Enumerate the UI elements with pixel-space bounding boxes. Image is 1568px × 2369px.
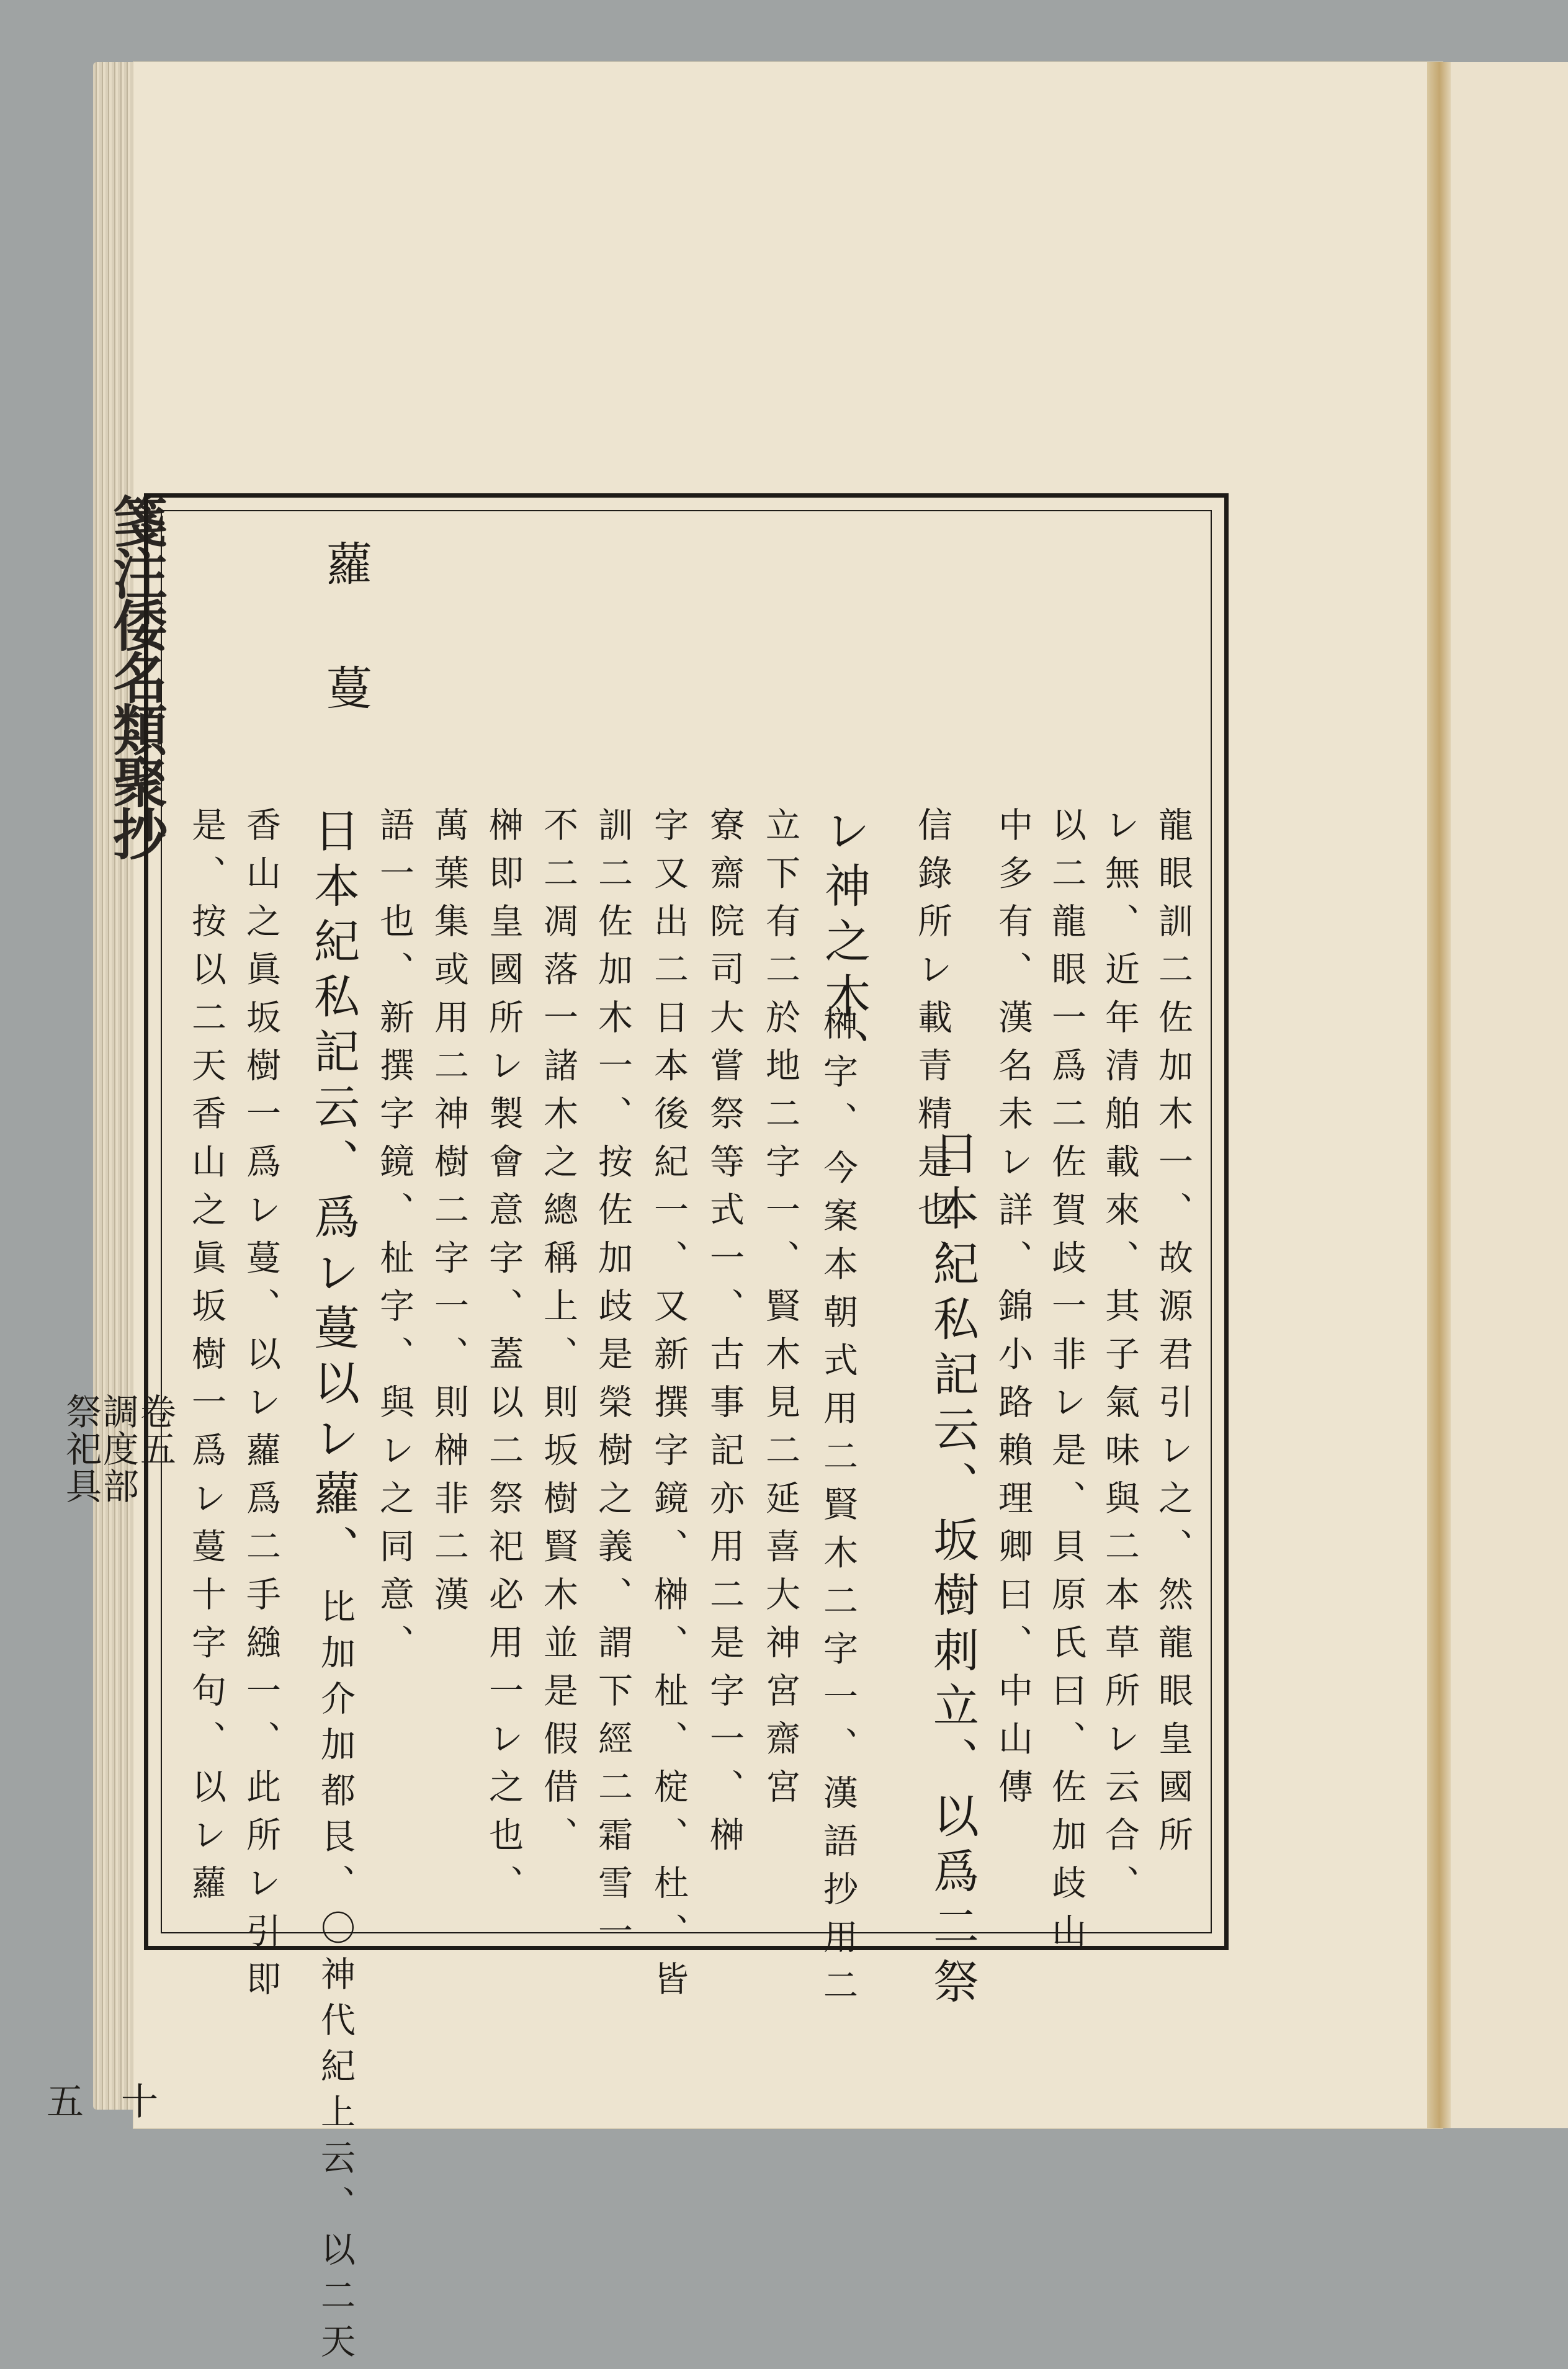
text-column: 語一也、新撰字鏡、杫字、與レ之同意、: [374, 807, 414, 1672]
text-column-large: 日本紀私記云、爲レ蔓以レ蘿、: [307, 807, 360, 1580]
text-column: 中多有、漢名未レ詳、錦小路賴理卿曰、中山傳: [993, 807, 1033, 1817]
page-number: 十五: [40, 2082, 158, 2119]
text-column: 信錄所レ載青精是也、: [912, 807, 952, 1288]
text-column: 龍眼訓二佐加木一、故源君引レ之、然龍眼皇國所: [1153, 807, 1193, 1865]
text-column: 萬葉集或用二神樹二字一、則榊非二漢: [429, 807, 469, 1624]
text-column: 榊即皇國所レ製會意字、蓋以二祭祀必用一レ之也、: [483, 807, 524, 1913]
text-column: レ無、近年清舶載來、其子氣味與二本草所レ云合、: [1100, 807, 1140, 1913]
text-column: 比加介加都艮、〇神代紀上云、以二天: [315, 1588, 356, 2369]
text-column: 香山之眞坂樹一爲レ蔓、以レ蘿爲二手繈一、此所レ引即: [241, 807, 281, 2009]
text-column: 訓二佐加木一、按佐加歧是榮樹之義、謂下經二霜雪一: [593, 807, 633, 1961]
text-column: 榊字、今案本朝式用二賢木二字一、漢語抄用二: [818, 1005, 858, 2015]
text-column-large: レ神之木、: [817, 807, 871, 1083]
text-column: 是、按以二天香山之眞坂樹一爲レ蔓十字句、以レ蘿: [186, 807, 226, 1913]
book-gutter: [1427, 62, 1452, 2128]
volume-label: 卷五: [134, 1393, 176, 1467]
text-column: 不二凋落一諸木之總稱上、則坂樹賢木並是假借、: [538, 807, 578, 1865]
text-column: 寮齋院司大嘗祭等式一、古事記亦用二是字一、榊: [704, 807, 745, 1865]
book-title: 箋注倭名類聚抄: [104, 493, 169, 858]
section-label: 調度部: [97, 1393, 139, 1505]
text-column: 字又出二日本後紀一、又新撰字鏡、榊、杫、椗、杜、皆: [648, 807, 689, 2009]
facing-page: [1451, 62, 1568, 2128]
text-column: 立下有二於地二字一、賢木見二延喜大神宮齋宮: [760, 807, 800, 1817]
text-column-large: 日本紀私記云、坂樹刺立、以爲二祭: [926, 1129, 979, 2013]
subsection-label: 祭祀具: [60, 1393, 102, 1505]
entry-heading: 蘿 蔓: [319, 540, 372, 722]
text-column: 以二龍眼一爲二佐賀歧一非レ是、貝原氏曰、佐加歧山: [1046, 807, 1086, 1961]
